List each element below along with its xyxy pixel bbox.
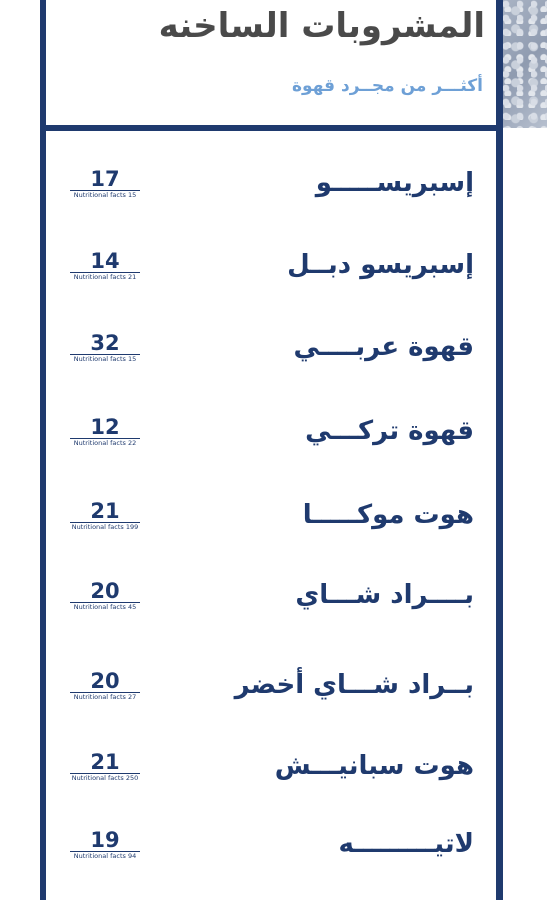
menu-item-price: 12	[70, 416, 140, 439]
menu-item-price: 21	[70, 751, 140, 774]
menu-item	[60, 829, 480, 869]
page-subtitle: أكثـــر من مجــرد قهوة	[292, 76, 483, 96]
menu-item	[60, 670, 480, 710]
menu-item-name: قهوة تركـــي	[305, 416, 474, 446]
menu-item-price: 20	[70, 580, 140, 603]
nutritional-facts: Nutritional facts 15	[73, 191, 137, 199]
nutritional-facts: Nutritional facts 94	[73, 852, 137, 860]
nutritional-facts: Nutritional facts 27	[73, 693, 137, 701]
menu-item	[60, 250, 480, 290]
menu-item-price: 19	[70, 829, 140, 852]
decorative-texture	[503, 0, 547, 128]
menu-item-name: هوت موكـــــا	[302, 500, 474, 530]
menu-item-price: 14	[70, 250, 140, 273]
price-block	[70, 751, 140, 783]
price-block	[70, 580, 140, 612]
price-block	[70, 416, 140, 448]
menu-item-price: 20	[70, 670, 140, 693]
price-block	[70, 168, 140, 200]
nutritional-facts: Nutritional facts 15	[73, 355, 137, 363]
menu-item	[60, 416, 480, 456]
menu-frame-right-border	[496, 0, 503, 900]
menu-item	[60, 168, 480, 208]
menu-item-name: قهوة عربــــي	[293, 332, 474, 362]
price-block	[70, 250, 140, 282]
menu-item	[60, 751, 480, 791]
nutritional-facts: Nutritional facts 199	[71, 523, 139, 531]
page-title: المشروبات الساخنه	[158, 6, 485, 46]
menu-item	[60, 500, 480, 540]
menu-frame-left-border	[40, 0, 46, 900]
nutritional-facts: Nutritional facts 250	[71, 774, 139, 782]
menu-item	[60, 580, 480, 620]
menu-item	[60, 332, 480, 372]
nutritional-facts: Nutritional facts 45	[73, 603, 137, 611]
header-divider	[40, 125, 503, 131]
menu-item-price: 17	[70, 168, 140, 191]
menu-item-name: بــراد شـــاي أخضر	[234, 670, 474, 700]
price-block	[70, 500, 140, 532]
menu-item-name: بــــراد شـــاي	[295, 580, 474, 610]
price-block	[70, 670, 140, 702]
menu-item-name: إسبريسو دبــل	[287, 250, 474, 280]
menu-item-name: لاتيـــــــــه	[338, 829, 474, 859]
price-block	[70, 332, 140, 364]
menu-item-name: هوت سبانيـــش	[274, 751, 474, 781]
menu-item-price: 32	[70, 332, 140, 355]
price-block	[70, 829, 140, 861]
menu-item-name: إسبريســـــو	[315, 168, 474, 198]
menu-item-price: 21	[70, 500, 140, 523]
nutritional-facts: Nutritional facts 22	[73, 439, 137, 447]
nutritional-facts: Nutritional facts 21	[73, 273, 137, 281]
